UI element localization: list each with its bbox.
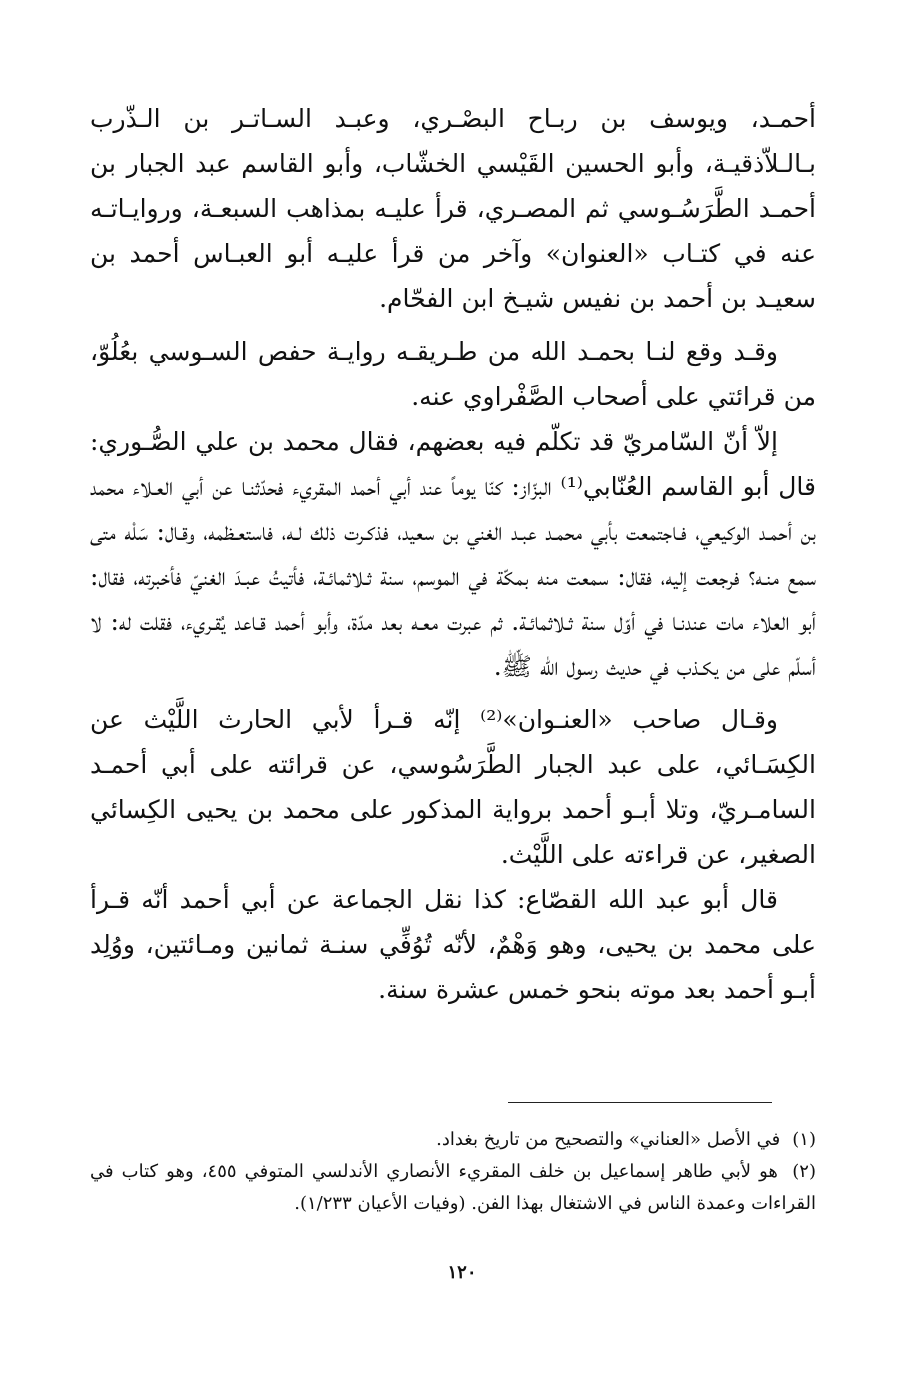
- footnote-1: [90, 1124, 816, 1156]
- footnote-2: [90, 1156, 816, 1220]
- paragraph-1: أحمـد، ويوسف بن ربـاح البصْـري، وعبـد السـاتـر بن الـذّرب بـالـلاّذقيـة، وأبو الحسين القَيْسي الخشّاب، وأبو القاسم عبد الجبار بن أحمـد الطَّرَسُـوسي ثم المصـري، قرأ عليـه بمذاهب السبعـة، وروايـاتـه عنه في كتـاب «العنوان» وآخر من قرأ عليـه أبو العبـاس أحمد بن سعيـد بن أحمد بن نفيس شيـخ ابن الفحّام.: [90, 104, 816, 313]
- main-text: [90, 96, 816, 1012]
- footnote-2-number: (٢): [792, 1161, 816, 1182]
- footnote-1-text: في الأصل «العناني» والتصحيح من تاريخ بغداد.: [436, 1129, 781, 1150]
- paragraph-3: إلاّ أنّ السّامريّ قد تكلّم فيه بعضهم، فقال محمد بن علي الصُّـوري: قال أبو القاسم العُنّابي⁽¹⁾ البزّاز: كنّا يوماً عند أبي أحمد المقريء فحدّثنـا عن أبي العـلاء محمد بن أحمـد الوكيعي، فـاجتمعت بأبي محمـد عبـد الغني بن سعيد، فذكـرت ذلك لـه، فاستعـظمه، وقـال: سَلْه متى سمع منـه؟ فرجعت إليه، فقال: سمعت منه بمكّة في الموسم، سنة ثـلاثمائـة، فأتيتُ عبـدَ الغنيّ فأخبرته، فقال: أبو العلاء مات عندنـا في أوّل سنة ثـلاثمائـة. ثم عبرت معـه بعد مدّة، وأبو أحمد قـاعد يُقـريء، فقلت له: لا أسلّم على من يكـذب في حديث رسول الله ﷺ.: [90, 427, 816, 681]
- page-number: ١٢٠: [447, 1262, 477, 1283]
- footnote-1-number: (١): [792, 1129, 816, 1150]
- paragraph-4: وقـال صاحب «العنـوان»⁽²⁾ إنّه قـرأ لأبي الحارث اللَّيْث عن الكِسَـائي، على عبد الجبار الطَّرَسُوسي، عن قرائته على أبي أحمـد السامـريّ، وتلا أبـو أحمد برواية المذكور على محمد بن يحيى الكِسائي الصغير، عن قراءته على اللَّيْث.: [90, 705, 816, 869]
- footnotes: [90, 1124, 816, 1220]
- paragraph-5: قال أبو عبد الله القصّاع: كذا نقل الجماعة عن أبي أحمد أنّه قـرأ على محمد بن يحيى، وهو وَهْمٌ، لأنّه تُوُفِّي سنـة ثمانين ومـائتين، ووُلِد أبـو أحمد بعد موته بنحو خمس عشرة سنة.: [90, 885, 816, 1004]
- footnote-2-text: هو لأبي طاهر إسماعيل بن خلف المقريء الأنصاري الأندلسي المتوفي ٤٥٥، وهو كتاب في القراءات وعمدة الناس في الاشتغال بهذا الفن. (وفيات الأعيان ١/٢٣٣).: [90, 1161, 816, 1214]
- footnote-divider: [508, 1102, 772, 1103]
- paragraph-2: وقـد وقع لنـا بحمـد الله من طـريقـه روايـة حفص السـوسي بعُلُوّ، من قرائتي على أصحاب الصَّفْراوي عنه.: [90, 337, 816, 411]
